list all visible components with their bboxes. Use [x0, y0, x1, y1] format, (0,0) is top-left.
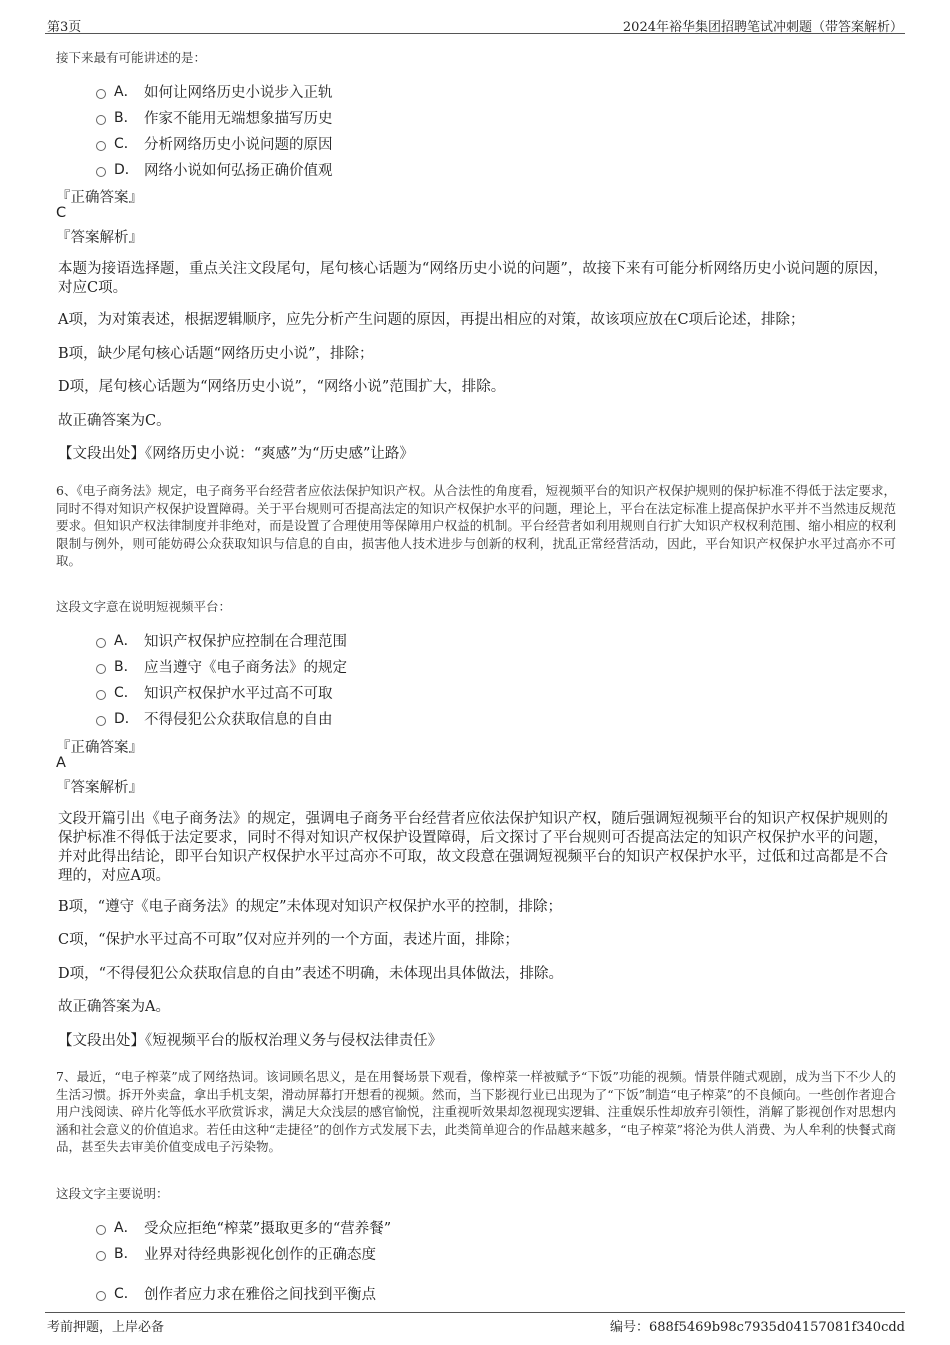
radio-button[interactable] — [96, 141, 106, 151]
radio-button[interactable] — [96, 1251, 106, 1261]
q6-passage: 6、《电子商务法》规定，电子商务平台经营者应依法保护知识产权。从合法性的角度看，短视频平台的知识产权保护规则的保护标准不得低于法定要求，同时不得对知识产权保护设置障碍。关于平台规则可否提高法定的知识产权保护水平的问题，理论上，平台在法定标准上提高保护水平并不当然违反规范要求。但知识产权法律制度并非绝对，而是设置了合理使用等保障用户权益的机制。平台经营者如利用规则自行扩大知识产权权利范围、缩小相应的权利限制与例外，则可能妨碍公众获取知识与信息的自由，损害他人技术进步与创新的权利，扰乱正常经营活动，因此，平台知识产权保护水平过高亦不可取。 — [56, 483, 896, 568]
option-letter: C． — [114, 685, 138, 701]
q6-option-c[interactable] — [96, 681, 333, 703]
q6-analysis-paragraph: C项，“保护水平过高不可取”仅对应并列的一个方面，表述片面，排除； — [58, 932, 519, 948]
radio-button[interactable] — [96, 167, 106, 177]
q6-source: 【文段出处】《短视频平台的版权治理义务与侵权法律责任》 — [58, 1033, 443, 1049]
option-text: 分析网络历史小说问题的原因 — [144, 136, 333, 153]
q5-prompt: 接下来最有可能讲述的是： — [56, 50, 207, 65]
q5-option-c[interactable] — [96, 132, 333, 154]
option-text: 受众应拒绝“榨菜”摄取更多的“营养餐” — [144, 1220, 392, 1237]
q6-answer: A — [56, 755, 66, 771]
q6-analysis-paragraph: B项，“遵守《电子商务法》的规定”未体现对知识产权保护水平的控制，排除； — [58, 899, 562, 915]
q5-source: 【文段出处】《网络历史小说：“爽感”为“历史感”让路》 — [58, 446, 414, 462]
option-letter: C． — [114, 136, 138, 152]
q5-analysis-label: 『答案解析』 — [56, 230, 143, 246]
option-text: 创作者应力求在雅俗之间找到平衡点 — [144, 1286, 376, 1303]
q7-passage: 7、最近，“电子榨菜”成了网络热词。该词顾名思义，是在用餐场景下观看，像榨菜一样被赋予“下饭”功能的视频。情景伴随式观剧，成为当下不少人的生活习惯。拆开外卖盒，拿出手机支架，滑动屏幕打开想看的视频。然而，当下影视行业已出现为了“下饭”制造“电子榨菜”的不良倾向。一些创作者迎合用户浅阅读、碎片化等低水平欣赏诉求，满足大众浅层的感官愉悦，注重视听效果却忽视现实逻辑、注重娱乐性却放弃引领性，消解了影视创作对思想内涵和社会意义的价值追求。若任由这种“走捷径”的创作方式发展下去，此类简单迎合的作品越来越多，“电子榨菜”将沦为供人消费、为人牟利的快餐式商品，甚至失去审美价值变成电子污染物。 — [56, 1069, 896, 1154]
q6-option-a[interactable] — [96, 629, 347, 651]
q6-answer-label: 『正确答案』 — [56, 740, 143, 756]
q5-analysis-paragraph: D项，尾句核心话题为“网络历史小说”，“网络小说”范围扩大，排除。 — [58, 379, 506, 395]
q5-analysis-paragraph: A项，为对策表述，根据逻辑顺序，应先分析产生问题的原因，再提出相应的对策，故该项应放在C项后论述，排除； — [58, 312, 805, 328]
page-header — [45, 14, 905, 34]
page-footer — [45, 1312, 905, 1335]
q5-analysis-paragraph: 本题为接语选择题，重点关注文段尾句，尾句核心话题为“网络历史小说的问题”，故接下来有可能分析网络历史小说问题的原因，对应C项。 — [58, 261, 888, 296]
q7-option-a[interactable] — [96, 1216, 391, 1238]
q5-option-d[interactable] — [96, 158, 333, 180]
q7-option-c[interactable] — [96, 1282, 376, 1304]
radio-button[interactable] — [96, 716, 106, 726]
q5-conclusion: 故正确答案为C。 — [58, 413, 171, 429]
q6-analysis-paragraph: 文段开篇引出《电子商务法》的规定，强调电子商务平台经营者应依法保护知识产权，随后强调短视频平台的知识产权保护规则的保护标准不得低于法定要求，同时不得对知识产权保护设置障碍，后文探讨了平台规则可否提高法定的知识产权保护水平的问题，并对此得出结论，即平台知识产权保护水平过高亦不可取，故文段意在强调短视频平台的知识产权保护水平，过低和过高都是不合理的，对应A项。 — [58, 811, 888, 884]
radio-button[interactable] — [96, 115, 106, 125]
option-text: 知识产权保护水平过高不可取 — [144, 685, 333, 702]
option-letter: C． — [114, 1286, 138, 1302]
option-letter: B． — [114, 659, 138, 675]
option-letter: D． — [114, 711, 139, 727]
q6-prompt: 这段文字意在说明短视频平台： — [56, 599, 232, 614]
option-text: 业界对待经典影视化创作的正确态度 — [144, 1246, 376, 1263]
q6-analysis-paragraph: D项，“不得侵犯公众获取信息的自由”表述不明确，未体现出具体做法，排除。 — [58, 966, 563, 982]
option-text: 不得侵犯公众获取信息的自由 — [144, 711, 333, 728]
option-letter: B． — [114, 1246, 138, 1262]
option-letter: D． — [114, 162, 139, 178]
option-text: 网络小说如何弘扬正确价值观 — [144, 162, 333, 179]
option-letter: A． — [114, 84, 138, 100]
option-text: 知识产权保护应控制在合理范围 — [144, 633, 347, 650]
radio-button[interactable] — [96, 1291, 106, 1301]
option-text: 应当遵守《电子商务法》的规定 — [144, 659, 347, 676]
document-title: 2024年裕华集团招聘笔试冲刺题（带答案解析） — [622, 20, 903, 35]
q7-prompt: 这段文字主要说明： — [56, 1186, 169, 1201]
q5-option-b[interactable] — [96, 106, 333, 128]
q6-option-b[interactable] — [96, 655, 347, 677]
page-number: 第3页 — [47, 20, 82, 35]
q6-conclusion: 故正确答案为A。 — [58, 999, 170, 1015]
q7-option-b[interactable] — [96, 1242, 376, 1264]
q5-option-a[interactable] — [96, 80, 333, 102]
option-text: 作家不能用无端想象描写历史 — [144, 110, 333, 127]
radio-button[interactable] — [96, 89, 106, 99]
radio-button[interactable] — [96, 638, 106, 648]
q6-option-d[interactable] — [96, 707, 333, 729]
q6-analysis-label: 『答案解析』 — [56, 780, 143, 796]
q5-analysis-paragraph: B项，缺少尾句核心话题“网络历史小说”，排除； — [58, 346, 374, 362]
document-id: 编号：688f5469b98c7935d04157081f340cdd — [610, 1320, 905, 1335]
radio-button[interactable] — [96, 1225, 106, 1235]
q5-answer: C — [56, 205, 67, 221]
option-text: 如何让网络历史小说步入正轨 — [144, 84, 333, 101]
option-letter: B． — [114, 110, 138, 126]
footer-slogan: 考前押题，上岸必备 — [47, 1320, 165, 1335]
radio-button[interactable] — [96, 690, 106, 700]
option-letter: A． — [114, 1220, 138, 1236]
radio-button[interactable] — [96, 664, 106, 674]
option-letter: A． — [114, 633, 138, 649]
q5-answer-label: 『正确答案』 — [56, 190, 143, 206]
